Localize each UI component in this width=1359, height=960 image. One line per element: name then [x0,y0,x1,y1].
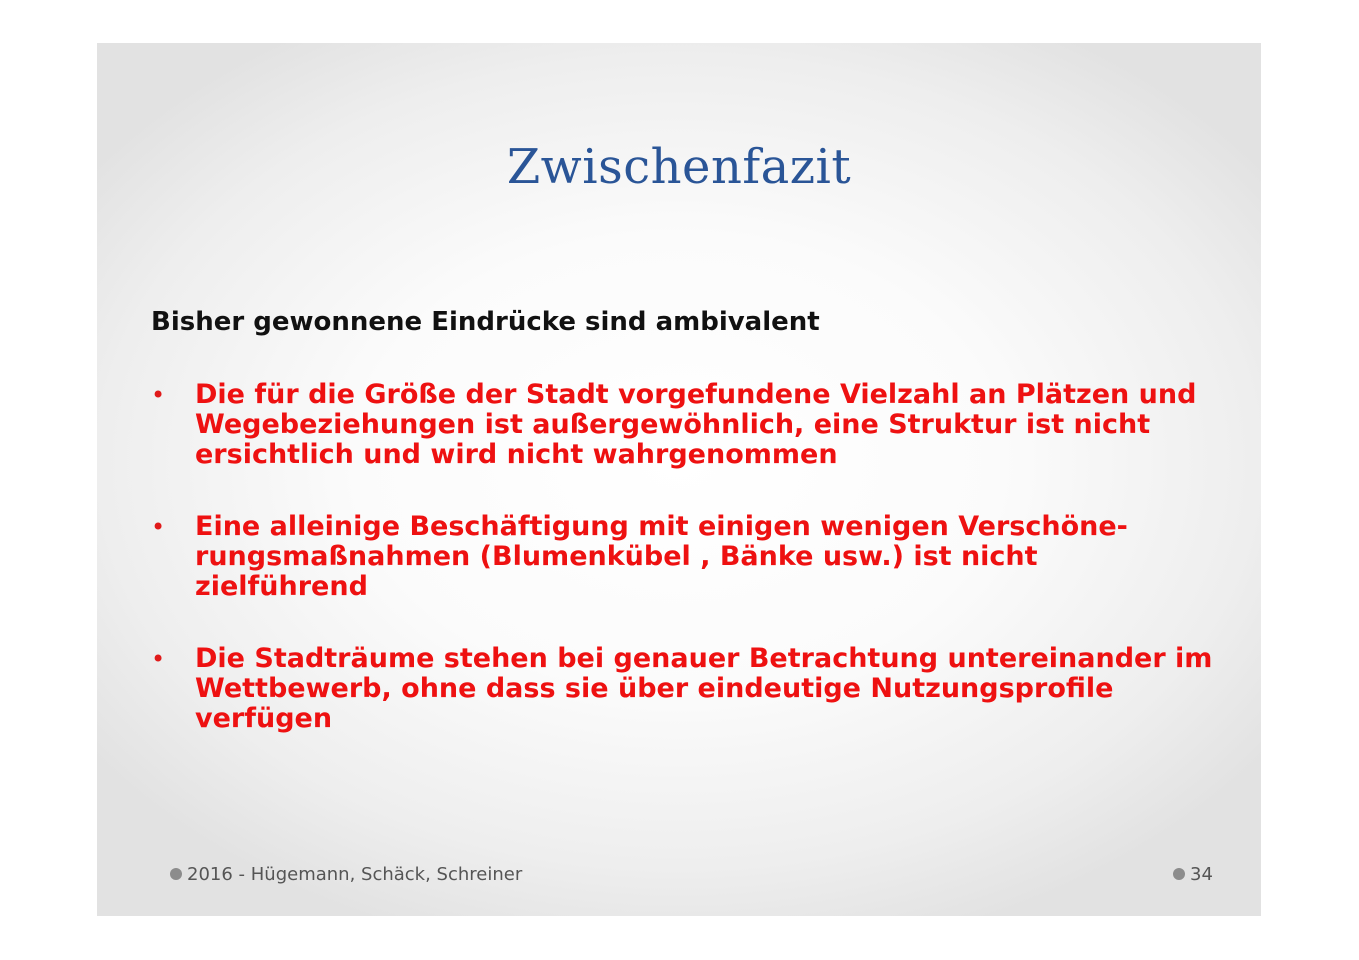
bullet-marker-icon: • [151,513,166,541]
slide [97,43,1261,916]
footer-credit-text: 2016 - Hügemann, Schäck, Schreiner [187,864,523,885]
slide-subheading: Bisher gewonnene Eindrücke sind ambivalent [151,307,820,337]
bullet-list [151,380,1211,776]
footer-dot-icon [1173,868,1185,880]
bullet-text [195,380,1211,470]
bullet-item [151,512,1211,602]
bullet-item [151,644,1211,734]
bullet-line: Die für die Größe der Stadt vorgefundene Vielzahl an Plätzen und [195,379,1197,410]
bullet-line: rungsmaßnahmen (Blumenkübel , Bänke usw.) ist nicht [195,541,1038,572]
slide-title: Zwischenfazit [506,139,852,195]
bullet-line: Wegebeziehungen ist außergewöhnlich, eine Struktur ist nicht [195,409,1151,440]
page-number-text: 34 [1190,864,1213,885]
footer-page-number [1173,863,1213,887]
bullet-line: zielführend [195,571,368,602]
bullet-marker-icon: • [151,381,166,409]
bullet-line: Wettbewerb, ohne dass sie über eindeutige Nutzungsprofile [195,673,1114,704]
bullet-line: ersichtlich und wird nicht wahrgenommen [195,439,838,470]
footer-dot-icon [170,868,182,880]
bullet-item [151,380,1211,470]
bullet-line: Eine alleinige Beschäftigung mit einigen wenigen Verschöne- [195,511,1128,542]
bullet-text [195,644,1211,734]
bullet-marker-icon: • [151,645,166,673]
bullet-line: Die Stadträume stehen bei genauer Betrachtung untereinander im [195,643,1213,674]
bullet-text [195,512,1211,602]
footer-credit [170,863,522,887]
bullet-line: verfügen [195,703,333,734]
